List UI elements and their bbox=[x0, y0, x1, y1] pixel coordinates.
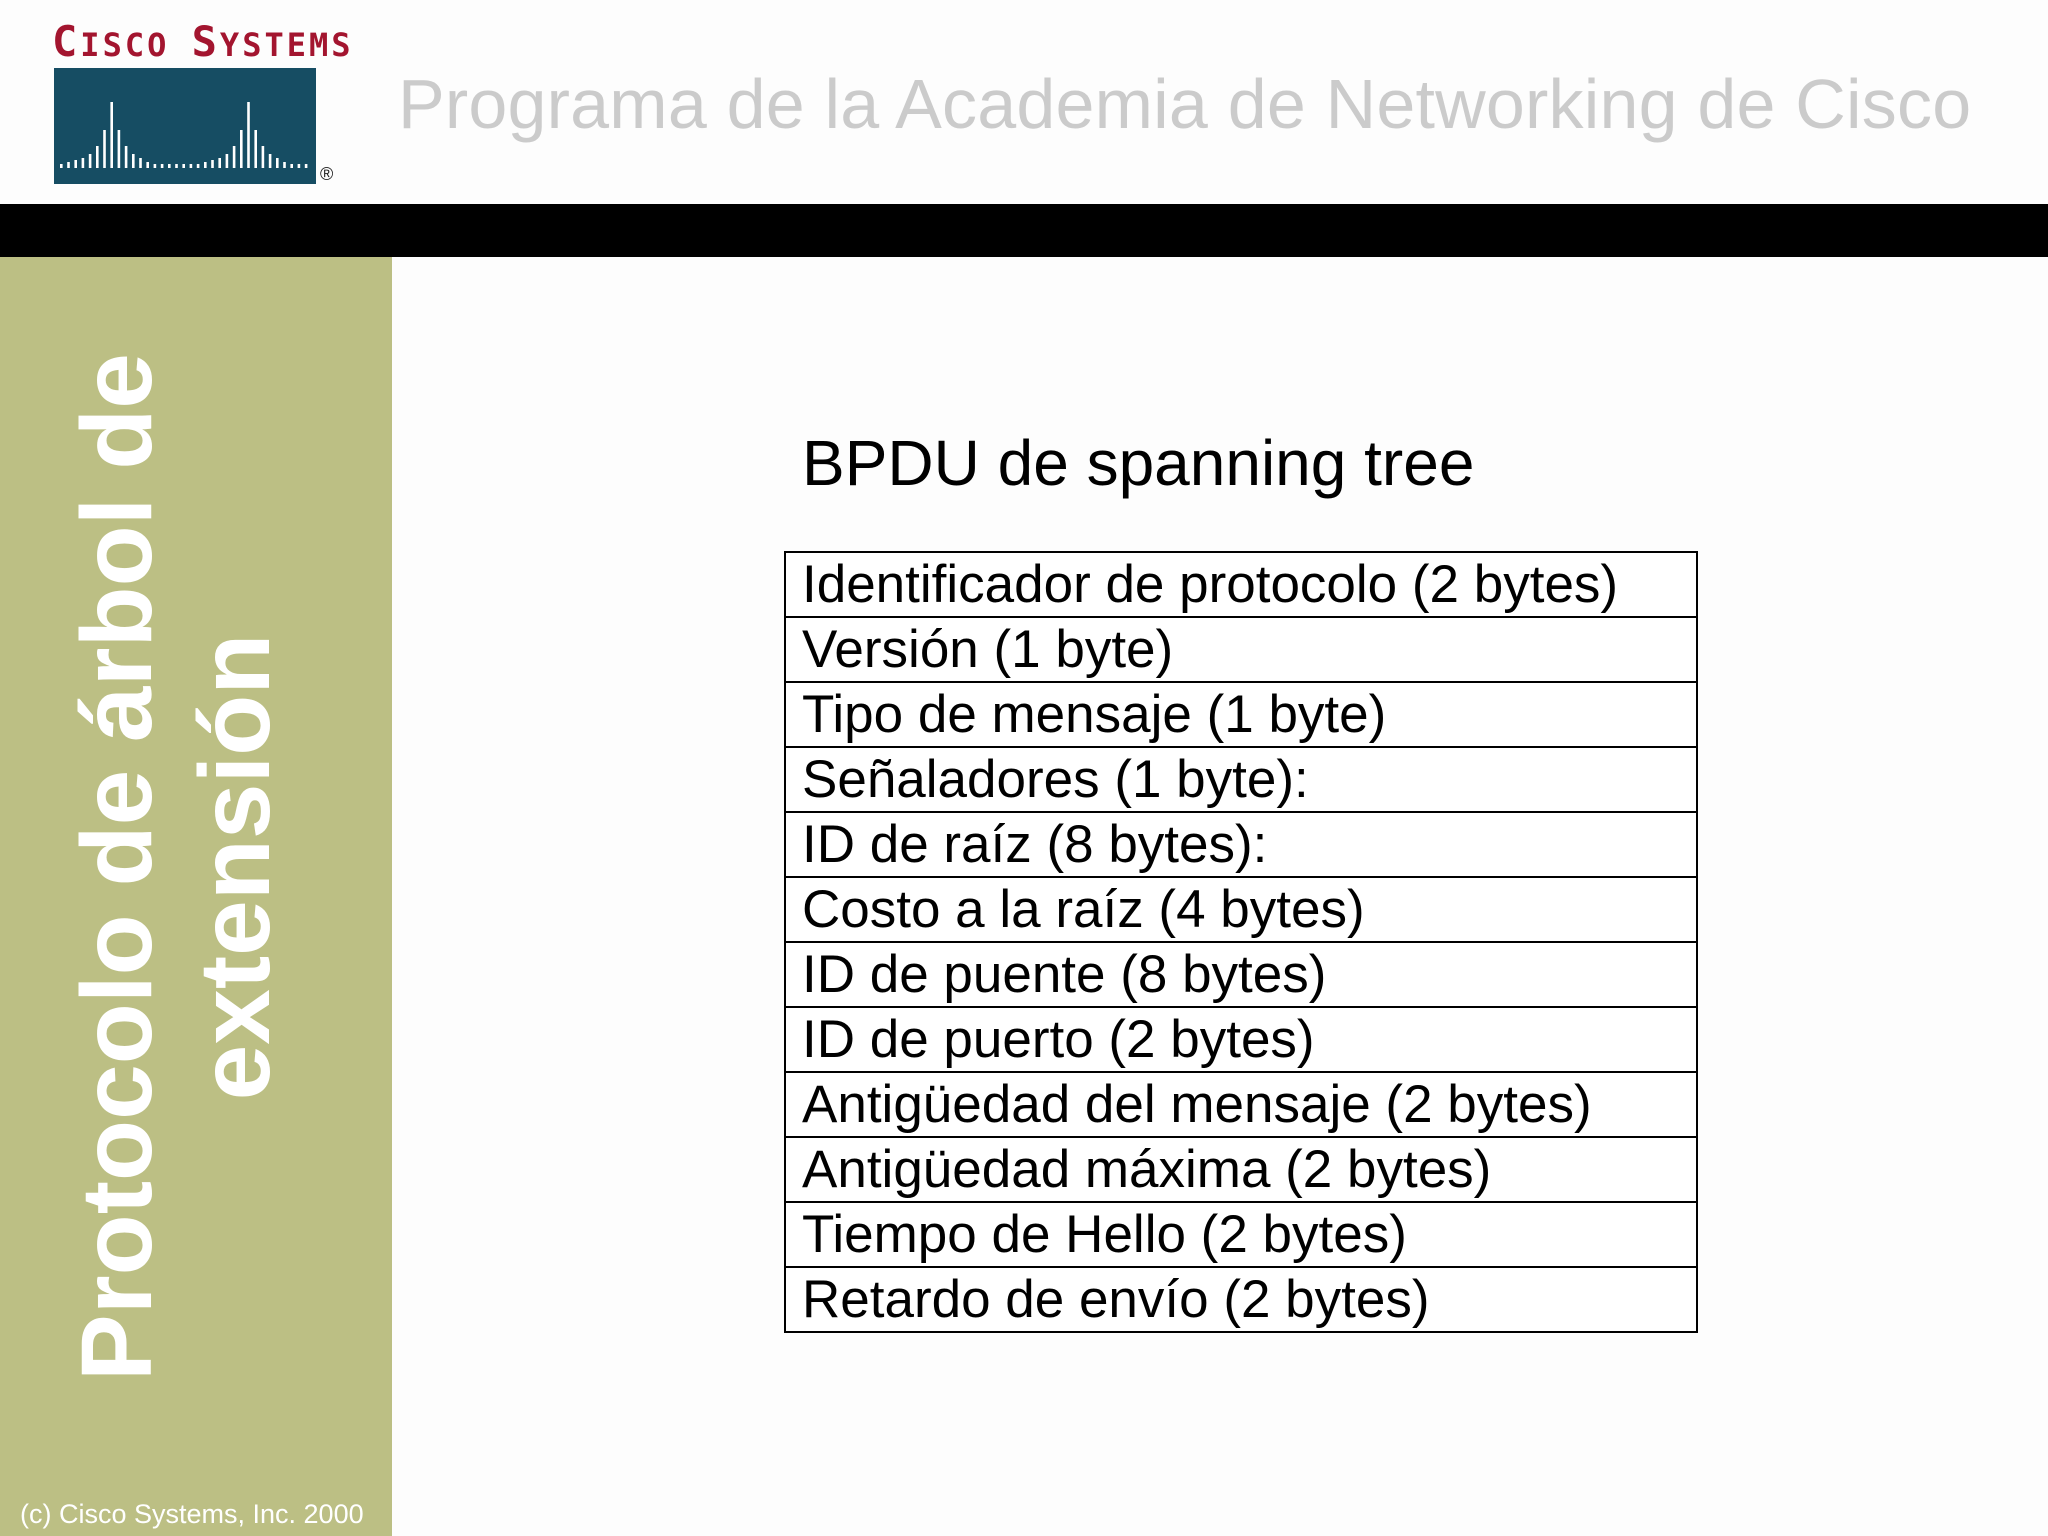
table-row bbox=[785, 747, 1697, 812]
bpdu-field-cell: Costo a la raíz (4 bytes) bbox=[785, 877, 1697, 942]
logo-bar bbox=[74, 160, 77, 168]
logo-bar bbox=[139, 158, 142, 168]
table-row bbox=[785, 942, 1697, 1007]
cisco-systems-wordmark: CISCO SYSTEMS bbox=[52, 17, 354, 66]
logo-bar bbox=[290, 164, 293, 168]
logo-bar bbox=[182, 164, 185, 168]
logo-bar bbox=[146, 162, 149, 168]
bpdu-field-cell: Señaladores (1 byte): bbox=[785, 747, 1697, 812]
logo-bar bbox=[161, 164, 164, 168]
cisco-logo bbox=[52, 17, 354, 184]
table-row bbox=[785, 877, 1697, 942]
logo-bar bbox=[204, 162, 207, 168]
bpdu-field-cell: Tipo de mensaje (1 byte) bbox=[785, 682, 1697, 747]
logo-bar bbox=[103, 130, 106, 168]
logo-bar bbox=[262, 146, 265, 168]
bpdu-field-cell: Versión (1 byte) bbox=[785, 617, 1697, 682]
logo-bar bbox=[211, 160, 214, 168]
bpdu-field-cell: ID de puente (8 bytes) bbox=[785, 942, 1697, 1007]
logo-bar bbox=[125, 146, 128, 168]
logo-bar bbox=[89, 154, 92, 168]
logo-bar bbox=[276, 158, 279, 168]
logo-bar bbox=[226, 154, 229, 168]
logo-bar bbox=[82, 158, 85, 168]
table-row bbox=[785, 1202, 1697, 1267]
bpdu-field-cell: Identificador de protocolo (2 bytes) bbox=[785, 552, 1697, 617]
logo-bridge-graphic bbox=[54, 68, 316, 184]
bpdu-field-cell: Antigüedad máxima (2 bytes) bbox=[785, 1137, 1697, 1202]
logo-bar bbox=[67, 162, 70, 168]
logo-bar bbox=[96, 146, 99, 168]
logo-bar bbox=[233, 146, 236, 168]
header-divider-bar bbox=[0, 204, 2048, 257]
registered-mark: ® bbox=[320, 164, 334, 184]
slide-title-line-2: extensión bbox=[179, 633, 291, 1101]
table-row bbox=[785, 1267, 1697, 1332]
logo-bar bbox=[60, 164, 63, 168]
logo-bar bbox=[240, 130, 243, 168]
bpdu-fields-table bbox=[784, 551, 1698, 1333]
logo-bar bbox=[298, 164, 301, 168]
table-row bbox=[785, 552, 1697, 617]
logo-bar bbox=[168, 164, 171, 168]
sidebar bbox=[0, 257, 392, 1536]
logo-bar bbox=[305, 164, 308, 168]
bpdu-field-cell: Tiempo de Hello (2 bytes) bbox=[785, 1202, 1697, 1267]
table-row bbox=[785, 1007, 1697, 1072]
logo-bar bbox=[269, 154, 272, 168]
logo-bar bbox=[190, 164, 193, 168]
slide-title bbox=[58, 337, 318, 1397]
bpdu-field-cell: ID de raíz (8 bytes): bbox=[785, 812, 1697, 877]
table-row bbox=[785, 682, 1697, 747]
table-row bbox=[785, 1072, 1697, 1137]
logo-bar bbox=[118, 130, 121, 168]
logo-bar bbox=[247, 102, 250, 168]
logo-bar bbox=[132, 154, 135, 168]
logo-bar bbox=[283, 162, 286, 168]
table-row bbox=[785, 617, 1697, 682]
copyright-notice: (c) Cisco Systems, Inc. 2000 bbox=[20, 1499, 364, 1529]
table-title: BPDU de spanning tree bbox=[802, 427, 1475, 499]
slide-title-line-1: Protocolo de árbol de bbox=[61, 353, 173, 1381]
logo-bar bbox=[197, 164, 200, 168]
bpdu-field-cell: Antigüedad del mensaje (2 bytes) bbox=[785, 1072, 1697, 1137]
bpdu-field-cell: ID de puerto (2 bytes) bbox=[785, 1007, 1697, 1072]
logo-bar bbox=[254, 130, 257, 168]
program-title: Programa de la Academia de Networking de Cisco bbox=[398, 65, 1972, 143]
logo-bar bbox=[154, 164, 157, 168]
logo-bar bbox=[175, 164, 178, 168]
logo-bar bbox=[110, 102, 113, 168]
logo-bar bbox=[218, 158, 221, 168]
table-row bbox=[785, 1137, 1697, 1202]
bpdu-field-cell: Retardo de envío (2 bytes) bbox=[785, 1267, 1697, 1332]
table-row bbox=[785, 812, 1697, 877]
